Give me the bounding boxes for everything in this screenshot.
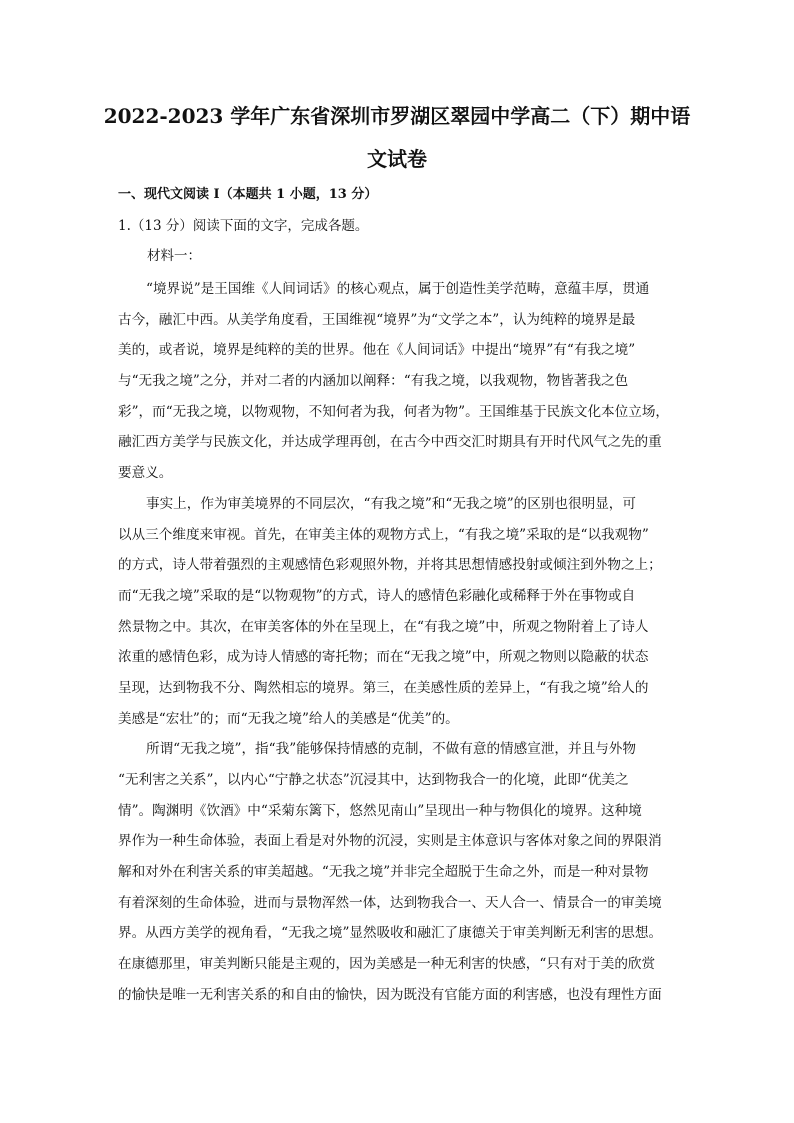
passage-text [118, 274, 688, 1011]
passage-line: 情”。陶渊明《饮酒》中“采菊东篱下，悠然见南山”呈现出一种与物俱化的境界。这种境 [118, 802, 642, 819]
passage-line: 的方式，诗人带着强烈的主观感情色彩观照外物，并将其思想情感投射或倾注到外物之上； [118, 557, 662, 574]
passage-line: 融汇西方美学与民族文化，并达成学理再创，在古今中西交汇时期具有开时代风气之先的重 [118, 434, 662, 451]
passage-line: 界。从西方美学的视角看，“无我之境”显然吸收和融汇了康德关于审美判断无利害的思想。 [118, 925, 663, 942]
passage-line: 美的，或者说，境界是纯粹的美的世界。他在《人间词话》中提出“境界”有“有我之境” [118, 342, 636, 359]
passage-line: “境界说”是王国维《人间词话》的核心观点，属于创造性美学范畴，意蕴丰厚，贯通 [146, 281, 650, 297]
passage-line: 要意义。 [118, 465, 173, 482]
passage-line: 在康德那里，审美判断只能是主观的，因为美感是一种无利害的快感，“只有对于美的欣赏 [118, 956, 656, 973]
passage-line: 解和对外在利害关系的审美超越。“无我之境”并非完全超脱于生命之外，而是一种对景物 [118, 864, 649, 881]
passage-line: 呈现，达到物我不分、陶然相忘的境界。第三，在美感性质的差异上，“有我之境”给人的 [118, 679, 649, 696]
passage-line: “无利害之关系”，以内心“宁静之状态”沉浸其中，达到物我合一的化境，此即“优美之 [118, 772, 629, 788]
passage-line: 古今，融汇中西。从美学角度看，王国维视“境界”为“文学之本”，认为纯粹的境界是最 [118, 311, 636, 328]
passage-line: 有着深刻的生命体验，进而与景物浑然一体，达到物我合一、天人合一、情景合一的审美境 [118, 894, 662, 911]
passage-line: 所谓“无我之境”，指“我”能够保持情感的克制，不做有意的情感宣泄，并且与外物 [146, 741, 636, 758]
material-label: 材料一： [147, 248, 201, 264]
passage-line: 然景物之中。其次，在审美客体的外在呈现上，在“有我之境”中，所观之物附着上了诗人 [118, 618, 649, 635]
page-title-line-1: 2022-2023 学年广东省深圳市罗湖区翠园中学高二（下）期中语 [103, 104, 691, 128]
question-prompt: 1.（13 分）阅读下面的文字，完成各题。 [118, 218, 369, 234]
passage-line: 的愉快是唯一无利害关系的和自由的愉快，因为既没有官能方面的利害感，也没有理性方面 [118, 986, 662, 1003]
section-heading: 一、现代文阅读 I（本题共 1 小题，13 分） [118, 187, 378, 202]
passage-line: 美感是“宏壮”的；而“无我之境”给人的美感是“优美”的。 [118, 710, 459, 727]
passage-line: 以从三个维度来审视。首先，在审美主体的观物方式上，“有我之境”采取的是“以我观物” [118, 526, 649, 543]
passage-line: 与“无我之境”之分，并对二者的内涵加以阐释：“有我之境，以我观物，物皆著我之色 [118, 373, 629, 390]
passage-line: 而“无我之境”采取的是“以物观物”的方式，诗人的感情色彩融化或稀释于外在事物或自 [118, 587, 636, 604]
passage-line: 彩”，而“无我之境，以物观物，不知何者为我，何者为物”。王国维基于民族文化本位立场， [118, 403, 670, 420]
passage-line: 浓重的感情色彩，成为诗人情感的寄托物；而在“无我之境”中，所观之物则以隐蔽的状态 [118, 649, 649, 666]
page-title-line-2: 文试卷 [367, 147, 427, 171]
passage-line: 界作为一种生命体验，表面上看是对外物的沉浸，实则是主体意识与客体对象之间的界限消 [118, 833, 662, 850]
passage-line: 事实上，作为审美境界的不同层次，“有我之境”和“无我之境”的区别也很明显，可 [146, 495, 636, 512]
